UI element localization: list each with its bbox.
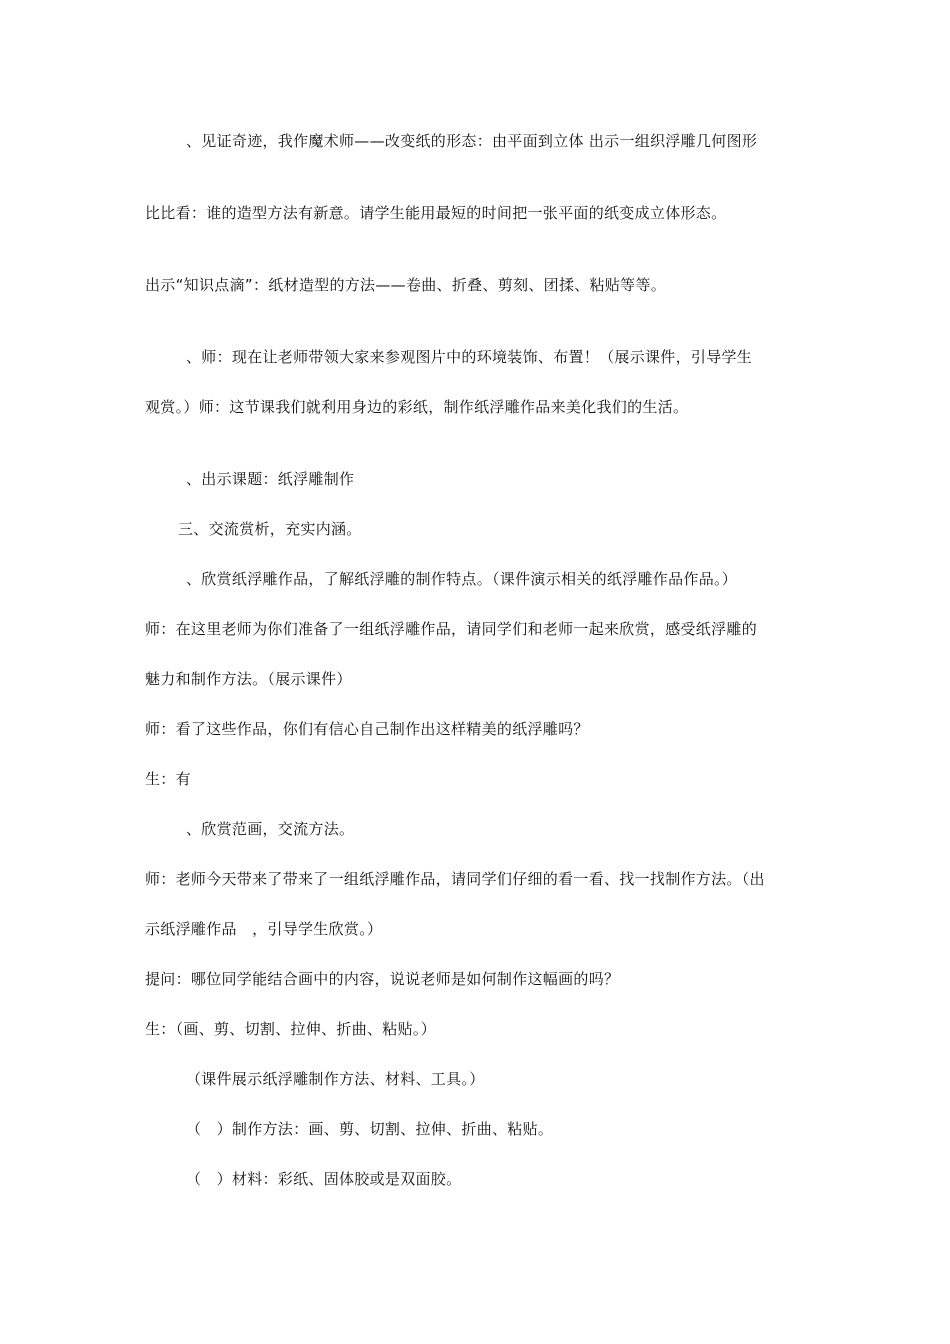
text-line: 、欣赏纸浮雕作品，了解纸浮雕的制作特点。（课件演示相关的纸浮雕作品作品。） bbox=[186, 570, 738, 588]
text-line: 比比看：谁的造型方法有新意。请学生能用最短的时间把一张平面的纸变成立体形态。 bbox=[145, 204, 727, 222]
text-line: 生：有 bbox=[145, 770, 191, 788]
text-line: 、出示课题：纸浮雕制作 bbox=[186, 470, 355, 488]
text-line: 魅力和制作方法。（展示课件） bbox=[145, 670, 352, 688]
text-line: （课件展示纸浮雕制作方法、材料、工具。） bbox=[186, 1070, 485, 1088]
text-line: 示纸浮雕作品 ，引导学生欣赏。） bbox=[145, 920, 383, 938]
text-line: 、师：现在让老师带领大家来参观图片中的环境装饰、布置！（展示课件，引导学生 bbox=[186, 348, 753, 366]
text-line: 、欣赏范画，交流方法。 bbox=[186, 820, 355, 838]
text-line: 观赏。）师：这节课我们就利用身边的彩纸，制作纸浮雕作品来美化我们的生活。 bbox=[145, 398, 689, 416]
text-line: 生：（画、剪、切割、拉伸、折曲、粘贴。） bbox=[145, 1020, 437, 1038]
text-line: 师：老师今天带来了带来了一组纸浮雕作品，请同学们仔细的看一看、找一找制作方法。（出 bbox=[145, 870, 765, 888]
text-line: 师：在这里老师为你们准备了一组纸浮雕作品，请同学们和老师一起来欣赏，感受纸浮雕的 bbox=[145, 620, 758, 638]
text-line: （ ）材料：彩纸、固体胶或是双面胶。 bbox=[186, 1170, 462, 1188]
text-line: 、见证奇迹，我作魔术师——改变纸的形态：由平面到立体 出示一组织浮雕几何图形 bbox=[186, 132, 758, 150]
text-line: 提问：哪位同学能结合画中的内容，说说老师是如何制作这幅画的吗？ bbox=[145, 970, 620, 988]
text-line: （ ）制作方法：画、剪、切割、拉伸、折曲、粘贴。 bbox=[186, 1120, 554, 1138]
text-line: 师：看了这些作品，你们有信心自己制作出这样精美的纸浮雕吗？ bbox=[145, 720, 589, 738]
text-line: 出示“知识点滴”：纸材造型的方法——卷曲、折叠、剪刻、团揉、粘贴等等。 bbox=[145, 276, 667, 294]
section-heading: 三、交流赏析，充实内涵。 bbox=[178, 520, 362, 538]
